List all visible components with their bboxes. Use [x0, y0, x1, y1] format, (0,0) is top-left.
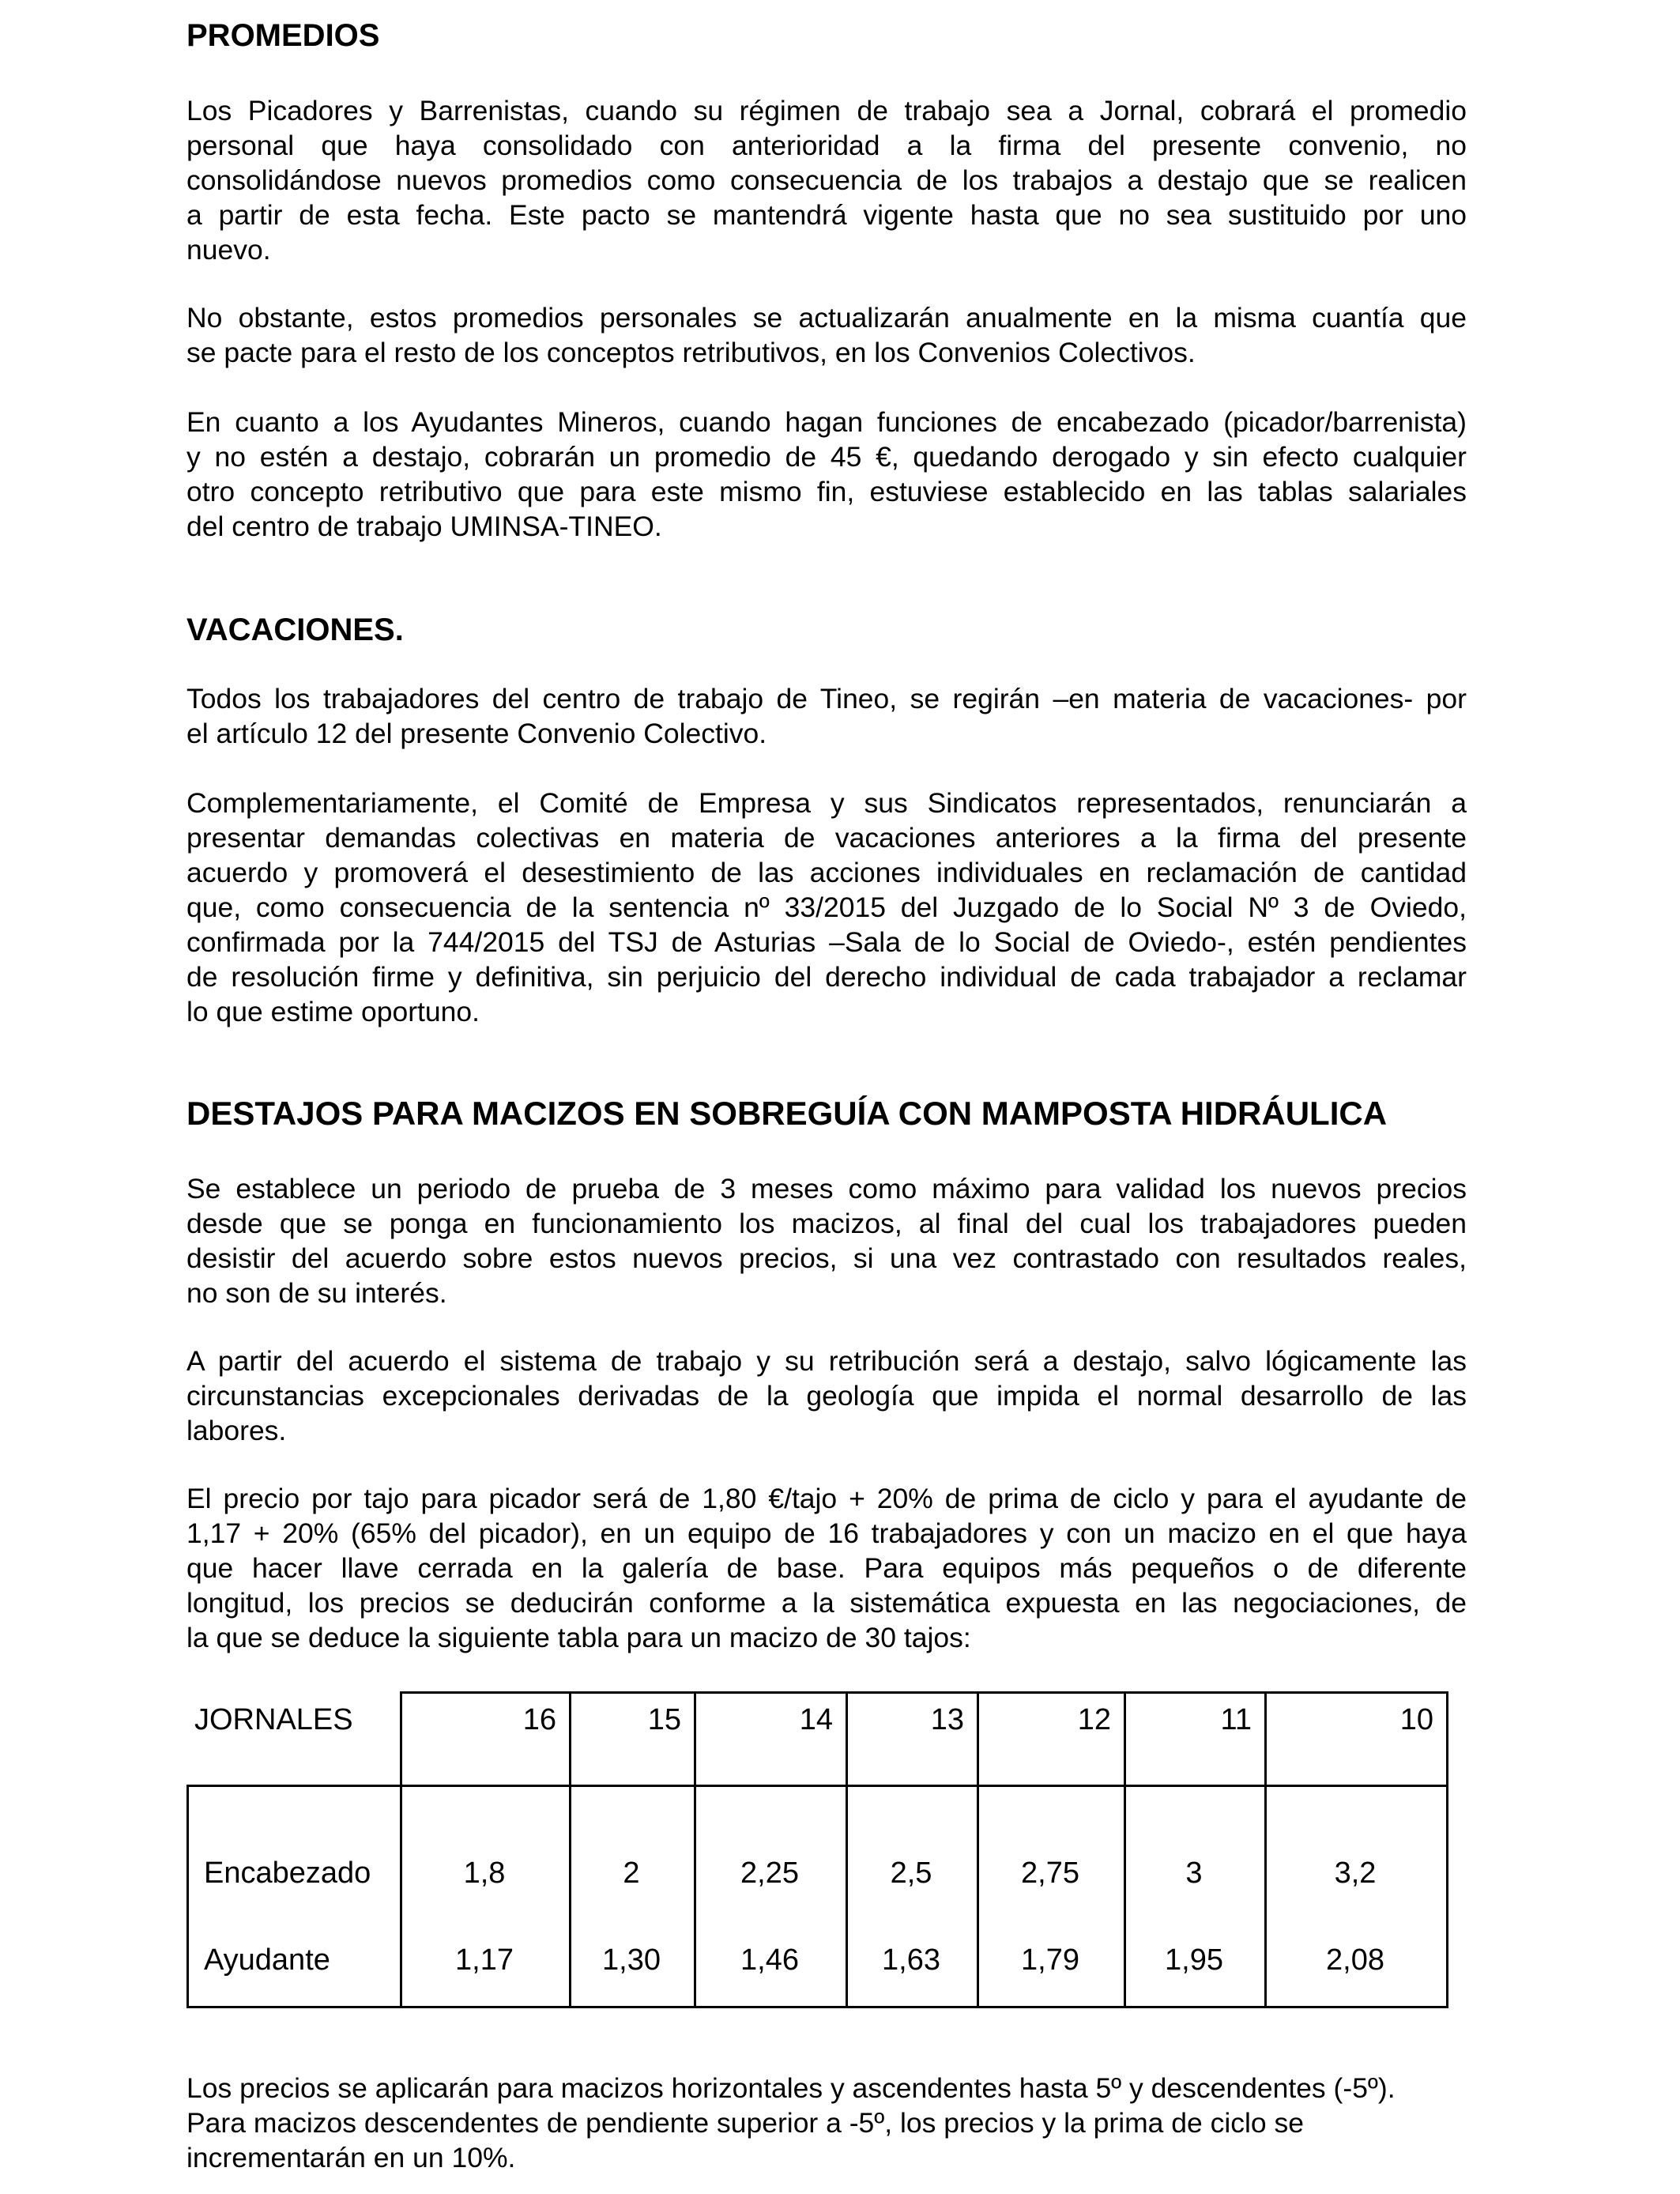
- table-cell: 2,75: [1021, 1857, 1079, 1890]
- paragraph-vacaciones-2: [186, 786, 1467, 1029]
- text-line: que, como consecuencia de la sentencia nº 33/2015 del Juzgado de lo Social Nº 3 de Oviedo,: [186, 892, 1467, 923]
- table-border: [186, 1785, 1448, 1787]
- table-cell: 1,17: [455, 1943, 514, 1977]
- paragraph-destajos-4: [186, 2071, 1467, 2175]
- table-cell: 3,2: [1334, 1857, 1377, 1890]
- text-line: el artículo 12 del presente Convenio Colectivo.: [186, 718, 767, 749]
- text-line: Se establece un periodo de prueba de 3 meses como máximo para validad los nuevos precios: [186, 1173, 1467, 1204]
- text-line: que hacer llave cerrada en la galería de base. Para equipos más pequeños o de diferente: [186, 1552, 1467, 1584]
- table-cell: 1,95: [1165, 1943, 1223, 1977]
- text-line: longitud, los precios se deducirán conforme a la sistemática expuesta en las negociaciones, de: [186, 1587, 1467, 1619]
- text-line: Los precios se aplicarán para macizos horizontales y ascendentes hasta 5º y descendentes (-5º).: [186, 2072, 1396, 2104]
- text-line: labores.: [186, 1415, 287, 1446]
- text-line: de resolución firme y definitiva, sin perjuicio del derecho individual de cada trabajador a reclamar: [186, 961, 1467, 993]
- table-column-header: 14: [799, 1703, 833, 1736]
- paragraph-destajos-3: [186, 1481, 1467, 1655]
- table-cell: 2,5: [890, 1857, 932, 1890]
- table-border: [400, 1691, 1448, 1694]
- table-cell: 2: [623, 1857, 640, 1890]
- text-line: y no estén a destajo, cobrarán un promedio de 45 €, quedando derogado y sin efecto cualquier: [186, 441, 1467, 473]
- table-column-header: 13: [930, 1703, 964, 1736]
- paragraph-destajos-2: [186, 1344, 1467, 1448]
- table-border: [186, 1785, 189, 2008]
- text-line: circunstancias excepcionales derivadas de la geología que impida el normal desarrollo de las: [186, 1380, 1467, 1412]
- price-table: [186, 1691, 1451, 2007]
- text-line: En cuanto a los Ayudantes Mineros, cuando hagan funciones de encabezado (picador/barrenista): [186, 406, 1467, 438]
- paragraph-promedios-1: [186, 93, 1467, 267]
- text-line: 1,17 + 20% (65% del picador), en un equipo de 16 trabajadores y con un macizo en el que haya: [186, 1517, 1467, 1549]
- table-column-header: 11: [1220, 1703, 1252, 1736]
- table-cell: 3: [1185, 1857, 1203, 1890]
- paragraph-promedios-2: [186, 300, 1467, 370]
- text-line: nuevo.: [186, 234, 271, 266]
- section-title-promedios: PROMEDIOS: [186, 18, 380, 53]
- table-border: [186, 2006, 1448, 2008]
- paragraph-promedios-3: [186, 405, 1467, 544]
- text-line: consolidándose nuevos promedios como consecuencia de los trabajos a destajo que se realicen: [186, 164, 1467, 196]
- table-row-label: Ayudante: [204, 1943, 330, 1977]
- table-cell: 1,63: [882, 1943, 940, 1977]
- text-line: acuerdo y promoverá el desestimiento de las acciones individuales en reclamación de cantidad: [186, 857, 1467, 888]
- table-cell: 1,46: [740, 1943, 799, 1977]
- text-line: se pacte para el resto de los conceptos retributivos, en los Convenios Colectivos.: [186, 337, 1196, 368]
- text-line: otro concepto retributivo que para este mismo fin, estuviese establecido en las tablas salariales: [186, 476, 1467, 507]
- paragraph-vacaciones-1: [186, 681, 1467, 751]
- text-line: Para macizos descendentes de pendiente superior a -5º, los precios y la prima de ciclo se: [186, 2107, 1304, 2139]
- text-line: No obstante, estos promedios personales se actualizarán anualmente en la misma cuantía que: [186, 302, 1467, 334]
- table-cell: 2,25: [740, 1857, 799, 1890]
- text-line: Todos los trabajadores del centro de trabajo de Tineo, se regirán –en materia de vacaciones- por: [186, 683, 1467, 714]
- text-line: incrementarán en un 10%.: [186, 2142, 516, 2173]
- table-border: [1446, 1691, 1448, 2008]
- text-line: Complementariamente, el Comité de Empresa y sus Sindicatos representados, renunciarán a: [186, 787, 1467, 819]
- section-title-vacaciones: VACACIONES.: [186, 613, 404, 647]
- paragraph-destajos-1: [186, 1171, 1467, 1310]
- table-cell: 2,08: [1326, 1943, 1384, 1977]
- section-title-destajos: DESTAJOS PARA MACIZOS EN SOBREGUÍA CON MAMPOSTA HIDRÁULICA: [186, 1095, 1388, 1132]
- table-header-label: JORNALES: [194, 1703, 353, 1736]
- text-line: lo que estime oportuno.: [186, 996, 480, 1027]
- table-column-header: 15: [647, 1703, 681, 1736]
- text-line: a partir de esta fecha. Este pacto se mantendrá vigente hasta que no sea sustituido por uno: [186, 199, 1467, 231]
- table-cell: 1,30: [602, 1943, 661, 1977]
- text-line: la que se deduce la siguiente tabla para un macizo de 30 tajos:: [186, 1622, 971, 1653]
- text-line: desde que se ponga en funcionamiento los macizos, al final del cual los trabajadores pueden: [186, 1208, 1467, 1239]
- text-line: A partir del acuerdo el sistema de trabajo y su retribución será a destajo, salvo lógicamente las: [186, 1345, 1467, 1377]
- text-line: personal que haya consolidado con anterioridad a la firma del presente convenio, no: [186, 130, 1467, 161]
- table-column-header: 10: [1399, 1703, 1433, 1736]
- table-row-label: Encabezado: [204, 1857, 371, 1890]
- text-line: no son de su interés.: [186, 1277, 447, 1309]
- text-line: El precio por tajo para picador será de 1,80 €/tajo + 20% de prima de ciclo y para el ayudante de: [186, 1483, 1467, 1514]
- text-line: del centro de trabajo UMINSA-TINEO.: [186, 511, 662, 542]
- text-line: presentar demandas colectivas en materia de vacaciones anteriores a la firma del presente: [186, 822, 1467, 854]
- table-column-header: 12: [1077, 1703, 1111, 1736]
- text-line: desistir del acuerdo sobre estos nuevos precios, si una vez contrastado con resultados reales,: [186, 1242, 1467, 1274]
- text-line: Los Picadores y Barrenistas, cuando su régimen de trabajo sea a Jornal, cobrará el promedio: [186, 95, 1467, 126]
- table-cell: 1,8: [463, 1857, 506, 1890]
- text-line: confirmada por la 744/2015 del TSJ de Asturias –Sala de lo Social de Oviedo-, estén pendientes: [186, 926, 1467, 958]
- table-cell: 1,79: [1021, 1943, 1079, 1977]
- table-column-header: 16: [522, 1703, 556, 1736]
